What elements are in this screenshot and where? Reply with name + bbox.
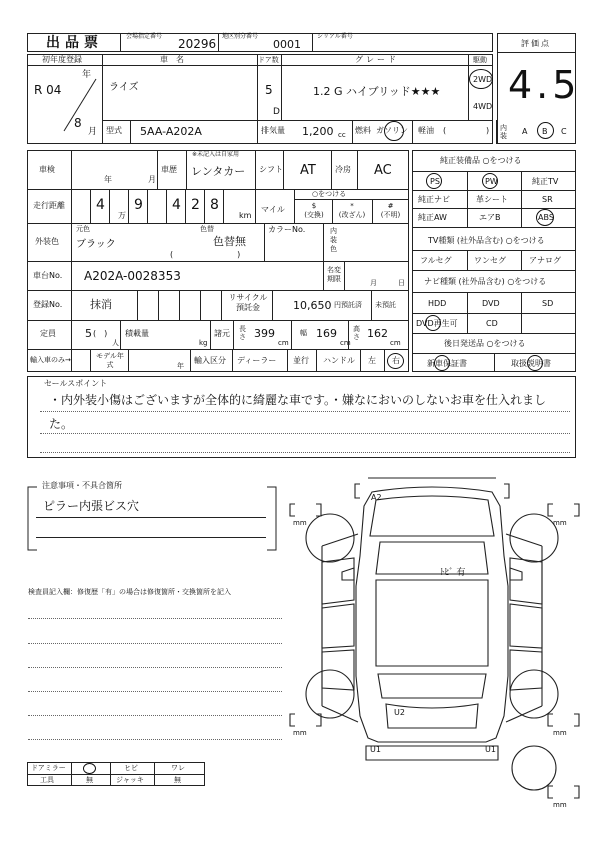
recycle-label: リサイクル預託金 [228,293,268,312]
dims-label: 諸元 [214,329,230,338]
title-expiry-month: 月 [370,279,377,287]
diagram-mm-5: mm [553,801,567,809]
mileage-man: 万 [118,211,126,220]
sales-points-line-1: ・内外装小傷はございますが全体的に綺麗な車です。・嫌なにおいのしないお車を仕入れまし [49,393,547,407]
score-value: 4.5 [508,63,581,107]
light-oil-label: 軽油 [418,126,434,135]
recycle-value: 10,650 [293,299,332,312]
recycle-unit: 円預託済 [334,301,362,309]
mileage-unit: km [239,211,252,220]
diagram-mm-1: mm [293,519,307,527]
sales-points-box [27,376,576,458]
year-unit: 年 [82,70,92,80]
original-color-label: 元色 [76,225,90,233]
fuel-circle [384,121,404,141]
later-warranty-circle [434,355,450,371]
model-label: 型式 [106,126,122,135]
equip-pw: PW [485,177,498,186]
notes-frame [27,481,277,554]
damage-mark-u2: U2 [394,708,405,717]
inspection-label: 車検 [39,165,55,174]
equip-abs-circle [536,209,554,226]
diagram-mm-4: mm [553,729,567,737]
equip-sr: SR [542,195,553,204]
color-paren: ( ) [170,250,241,259]
original-color: ブラック [76,239,116,250]
odo-option-exchange: $ (交換) [304,202,324,219]
reg-no-label: 登録No. [33,300,63,309]
recycle-unpaid: 未預託 [375,301,396,309]
width-unit: cm [340,339,351,347]
mile-label: マイル [261,205,285,214]
mileage-label: 走行距離 [33,201,65,210]
first-reg-label: 初年度登録 [42,55,82,64]
jack-label: ジャッキ [116,776,144,784]
mirror-crack-label: ヒビ [124,764,138,772]
mileage-digit-4: 2 [191,197,200,213]
ac-value: AC [374,163,392,178]
notes-line-1: ピラー内張ビス穴 [43,499,140,513]
interior-c: C [561,127,567,136]
mirror-label: ドアミラー [31,764,66,772]
mirror-scratch-circle [83,763,96,774]
displacement-value: 1,200 [302,125,334,138]
equip-aw: 純正AW [418,213,447,222]
grade-value: 1.2 G ハイブリッド★★★ [313,85,441,98]
navi-sd: SD [542,299,554,308]
navi-title: ナビ種類 (社外品含む) ○をつける [424,277,547,286]
model-value: 5AA-A202A [140,125,202,138]
mileage-digit-3: 4 [172,197,181,213]
history-value: レンタカー [191,165,246,178]
navi-dvd-play: DVD再生可 [416,319,458,328]
tools-label: 工具 [40,776,54,784]
chassis-label: 車台No. [33,271,63,280]
mileage-digit-2: 9 [134,197,143,213]
damage-mark-tobi: ﾄﾋﾞ 有 [440,568,466,578]
height-unit: cm [390,339,401,347]
tv-oneseg: ワンセグ [474,256,506,265]
import-type-label: 輸入区分 [194,356,226,365]
equip-ps-circle [426,173,442,189]
capacity-value: 5 [85,327,92,340]
mirror-break-label: ワレ [171,764,185,772]
notes-label: 注意事項・不具合箇所 [42,481,122,490]
chassis-value: A202A-0028353 [84,269,181,283]
handle-label: ハンドル [323,356,355,365]
interior-a: A [522,127,528,136]
damage-mark-u1-right: U1 [485,745,496,754]
later-manual: 取扱説明書 [511,359,551,368]
diagram-mm-3: mm [293,729,307,737]
drive-2wd: 2WD [473,75,493,84]
inspection-month: 月 [148,175,156,184]
damage-mark-a2: A2 [371,493,382,502]
handle-right: 右 [392,356,400,365]
inspector-label: 検査員記入欄：修復歴「有」の場合は修復箇所・交換箇所を記入 [28,588,231,596]
later-title: 後日発送品 ○をつける [444,339,526,348]
equip-pw-circle [482,173,498,189]
color-no-label: カラーNo. [268,225,306,234]
length-value: 399 [254,327,275,340]
jack-value: 無 [174,776,181,784]
capacity-unit: 人 [112,339,119,347]
handle-left: 左 [368,356,376,365]
month-unit: 月 [88,127,98,137]
drive-2wd-circle [469,69,493,89]
fuel-label: 燃料 [355,126,371,135]
later-manual-circle [527,355,543,371]
drive-4wd: 4WD [473,102,493,111]
color-label: 外装色 [35,237,59,246]
serial-label: シリアル番号 [317,33,353,40]
reg-no-value: 抹消 [90,298,112,311]
equip-ps: PS [430,177,440,186]
equip-abs: ABS [538,213,554,222]
shift-value: AT [300,163,316,178]
car-name: ライズ [109,82,139,93]
drive-label: 駆動 [473,56,487,64]
load-unit: kg [199,339,208,347]
load-label: 積載量 [125,329,149,338]
sales-points-label: セールスポイント [44,379,108,388]
light-paren-close: ) [486,126,490,135]
height-label: 高さ [353,325,360,341]
doors-label: ドア数 [258,56,279,64]
interior-color-label: 内装色 [330,227,337,253]
tv-analog: アナログ [529,256,561,265]
equip-tv: 純正TV [532,177,559,186]
auction-no-label: 会場指定番号 [126,33,163,40]
mileage-digit-5: 8 [210,197,219,213]
inspection-year: 年 [104,175,112,184]
diagram-mm-2: mm [553,519,567,527]
width-label: 幅 [300,329,307,337]
doors-sub: D [273,107,280,117]
auction-no: 20296 [178,37,217,51]
displacement-unit: cc [338,131,346,139]
doors-value: 5 [265,83,273,97]
car-name-label: 車 名 [160,55,184,64]
navi-dvd-play-circle [425,315,441,331]
history-note: ※未記入は自家用 [192,151,240,158]
interior-b: B [542,127,548,136]
history-label: 車歴 [161,165,177,174]
light-paren-open: ( [443,126,447,135]
model-year-unit: 年 [177,362,184,370]
width-value: 169 [316,327,337,340]
fuel-value: ガソリン [376,126,408,135]
equipment-title: 純正装備品 ○をつける [440,156,522,165]
height-value: 162 [367,327,388,340]
ac-label: 冷房 [335,165,351,174]
title-expiry-label: 名変期限 [327,266,341,283]
page-title: 出品票 [46,35,103,51]
score-label: 評価点 [521,39,551,48]
mileage-digit-1: 4 [96,197,105,213]
odo-option-unknown: # (不明) [380,202,401,219]
grade-label: グレード [355,55,399,64]
import-dealer: ディーラー [237,356,277,365]
color-change: 色替無 [213,235,246,248]
equip-leather: 革シート [476,195,508,204]
equip-navi: 純正ナビ [418,195,450,204]
car-diagram [282,476,582,816]
odo-option-tampered: * (改ざん) [338,202,366,219]
capacity-paren: ( ) [93,329,108,338]
shift-label: シフト [259,165,283,174]
import-label: 輸入車のみ→ [30,356,71,364]
handle-right-circle [387,353,404,369]
navi-hdd: HDD [428,299,447,308]
tools-value: 無 [86,776,93,784]
interior-grade-label: 内装 [500,124,507,140]
lot-label: 地区別分番号 [222,33,259,40]
color-change-label: 色替 [200,225,214,233]
tv-fullseg: フルセグ [420,256,452,265]
damage-mark-u1-left: U1 [370,745,381,754]
equip-airbag: エアB [479,213,501,222]
first-reg-month: 8 [74,116,82,130]
interior-b-circle [537,122,554,139]
navi-dvd: DVD [482,299,500,308]
lot-no: 0001 [273,38,301,51]
model-year-label: モデル年式 [96,352,124,369]
odo-note: ○をつける [312,190,347,198]
displacement-label: 排気量 [261,126,285,135]
capacity-label: 定員 [40,329,56,338]
title-expiry-day: 日 [398,279,405,287]
import-parallel: 並行 [293,356,309,365]
tv-title: TV種類 (社外品含む) ○をつける [428,236,545,245]
length-unit: cm [278,339,289,347]
later-warranty: 新車保証書 [427,359,467,368]
navi-cd: CD [486,319,498,328]
sales-points-line-2: た。 [49,417,74,431]
length-label: 長さ [239,325,246,341]
first-reg-year: R 04 [34,83,62,97]
